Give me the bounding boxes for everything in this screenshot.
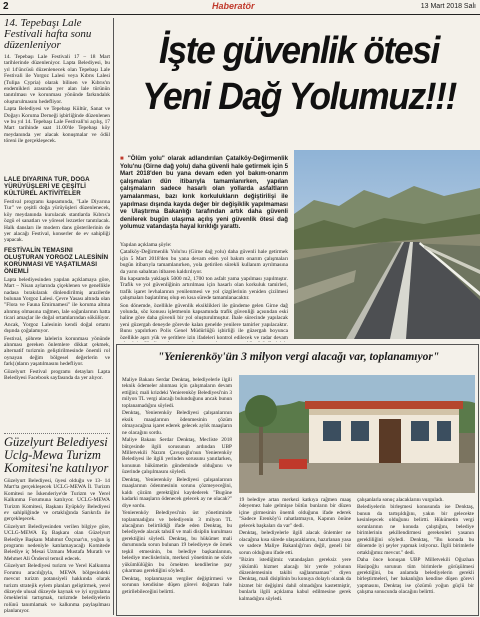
paragraph: Festival programı kapsamında, "Lale Diyarına Tur" ve çeşitli doğa yürüyüşleri düzenlenecek, köy meydanında kurulacak stantlarda Kıbrıs'a özgü el sanatları ve yöresel lezzetler tanıtılacak. Halk dansları ile modern dans gösterilerinin de yer alacağı Festival, konserler de ev sahipliği yapacak. (4, 199, 110, 244)
article-lale-festivali (4, 18, 110, 174)
newspaper-logo: Haberatör (212, 1, 255, 11)
paragraph: Denktaş, belediyelerle ilgili alacak önlemler ne olacağına kısa sürede ulaşacaklarını, hazırlanan yasa ve sadece Maliye Bakanlığı'nın değil, geneli bir sorun olduğunu ifade etti. (239, 530, 351, 556)
paragraph: Güzelyurt Belediyesi turizm ve Yerel Kalkınma Forumu aracılığıyla, MEWA bölgesindeki mevcut turizm potansiyeli hakkında olarak turizm stratejik eylem planları geliştirmek, yerel düzeyde ulusal düzeyde kaynak ve iyi uygulama örneklerini tartışmak, turizmde belediyelerin rolünü tanımlamak ve kalkınma paylaşılması planlanıyor. (4, 563, 110, 615)
section-heading: LALE DİYARINA TUR, DOĞA YÜRÜYÜŞLERİ VE ÇEŞİTLİ KÜLTÜREL AKTİVİTELER (4, 176, 90, 197)
bullet-square-icon: ■ (120, 155, 125, 162)
article-title: "Yenierenköy'ün 3 milyon vergi alacağı var, toplanamıyor" (157, 351, 440, 363)
paragraph: Yapılan açıklama şöyle: (120, 242, 172, 248)
paragraph: Bu kapsamda yaklaşık 5000 m2, 1700 ton asfalt yama yapılması yapılmıştır. Trafik ve yol güvenliğinin artırılması için hasarlı olan korkuluk tamirleri, trafik işaret levhalarının yenilenmesi ve yol çizgilerinin yeniden çizilmesi çalışmaları başlatılmış olup en kısa sürede tamamlanacaktır. (120, 276, 288, 302)
article-title: 14. Tepebaşı Lale Festivali hafta sonu düzenleniyor (4, 18, 92, 51)
issue-date: 13 Mart 2018 Salı (420, 3, 476, 10)
dotted-divider (4, 433, 110, 434)
paragraph: Yenierenköy Belediyesi'nin üst yönetiminde toplanmadığını ve belediyenin 3 milyon TL alacağının belirtildiği ifade eden Denktaş, bu belediyede alacak tahsilî ve mali disiplin kurulması gerektiğini söyledi. Denktaş, bu hükümet mali durumunda sorun bulunan 19 belediyeye de örnek teşkil etmesinin, bu belediye başkanlarının, belediye meclislerinin, merkezi yönetimin ne sözle yükümlülüğün bu örnekten kendilerine pay çıkarması gerektiğini söyledi. (122, 510, 232, 575)
building-photo (239, 375, 475, 493)
lead-text: "Ölüm yolu" olarak adlandırılan Çatalköy-Değirmenlik Yolu'nu (Girne dağ yolu) daha güvenli hale getirmek için 5 Mart 2018'den bu yana devam eden yol bakım-onarım çalışmaları dün itibarıyla tamamlanırken, yapılan çalışmaların sadece hasarlı olan yollarda asfaltların yamalanması, bazı kırık korkulukların değiştirilişi ile yapılması dışında kayda değer bir değişiklik yapılmaması ve Ulaştırma Bakanlığı tarafından artık daha güvenli denilerek bugün ulaşıma açılış yeni güvenlik ötesi dağ yolumuz vatandaşta hayal kırıklığı yarattı. (120, 155, 288, 231)
page-header (0, 0, 480, 15)
paragraph: Son dönemde, özellikle güvenlik eksiklikleri ile gündeme gelen Girne dağ yolunda, söz konusu işletmenin kapsamında trafik güvenliği açısından eski haline göre daha güvenli bir yol oluşturulmuştur. İhale sürecinde yapılacak yeni güzergah deneyde görevde kalan genelde yenilere tamirler yapılacaktır. Bunu yapılırken Polis Genel Müdürlüğü işbirliği ile güzergah boyunca özellikle aşırı yük ve şeritlere izin ifadeleri kontrol edilecek ve radar devam (120, 302, 288, 341)
paragraph: Maliye Bakanı Serdar Denktaş, Mecliste 2018 bütçesinde ilgili sorusunun ardından UBP Milletvekili Nazım Çavuşoğlu'nun Yenierenköy Belediyesi ile ilgili yerinden sorusunu yanıtlarken, konunun hükümetin gündeminde olduğunu ve üzerinde çalışılmasını söyledi. (122, 437, 232, 476)
paragraph: Belediyelerin birleşmesi konusunda ise Denktaş, bunun da tartışıldığını, yakın bir gelecekte kesinleşecek olduğunu belirtti. Hükümetin vergi sorunlarının ne konuda çalıştığını, belediye birimlerinin şekillendirmesi gerekenleri yasanın gerekliliğini söyledi. Denktaş, "Bu konuda bu dönemde iyi şeyler yapmak istiyoruz. İlgili birimlerle ortaklığımız mevcut." dedi. (357, 504, 474, 556)
article-title: Güzelyurt Belediyesi Uclg-Mewa Turizm Komitesi'ne katılıyor (4, 436, 109, 475)
paragraph: 19 belediye artan merkezi katkıya rağmen maaş ödeyemez hale gelmişse bütün bunların bir düzen içine girmesinin önemli olduğunu ifade ederek "Sadece Erenköy'ü rahatlatmayın, Kapının önüne gelecek başkaları da var" dedi. (239, 497, 351, 529)
paragraph: Daha önce konuşan UBP Milletvekili Oğuzhan Hasipoğlu sorunun tüm birimlerle görüşülmesi gerektiğini, bu anlamda belediyelerin gerekli birleştirmeleri, her bakanlığın kendine düşen görevi yapmasını, Denktaş ise çözümü yoğun güçlü bir çalışma sonucunda olacağını belirtti. (357, 557, 474, 596)
paragraph: 14. Tepebaşı Lale Festivali 17 – 18 Mart tarihlerinde düzenleniyor. Lapta Belediyesi, bu yıl 14'üncüsü düzenlenecek olan Tepebaşı Lale Festivali ile Yorgoz Lalesi veya Kıbrıs Lalesi (Tulipa Cypria) olarak bilinen ve Kıbrıs'ın endemikleri arasında yer alan lale türünün tanıtılması ve korunması yönünde farkındalık oluşturulmasını hedefliyor. (4, 54, 110, 105)
paragraph: Lapta belediyesinden yapılan açıklamaya göre, Mart – Nisan aylarında çiçeklenen ve genellikle nadasa bırakılarak dinlendirilmiş arazilerde bulunan Yorgoz Lalesi. Çevre Yasası altında olan "Flora ve Fauna Emirnamesi" ile koruma altına alınmış olmasına rağmen, lale soğanlarının hatta ticari amaçlar ile doğal ortamlarından sökülüyor. Ancak, Yorgoz Lalesinin kendi doğal ortamı dışında çoğalamıyor. (4, 276, 110, 335)
paragraph: çalışanlarla sonuç alacaklarını vurguladı. (357, 497, 444, 503)
headline-line-2: Yeni Dağ Yolumuz!!! (142, 76, 456, 118)
article-column-1 (122, 377, 232, 615)
section-heading: FESTİVALİN TEMASINI OLUŞTURAN YORGOZ LALESİNİN KORUNMASI VE YAŞATILMASI ÖNEMLİ (4, 246, 109, 275)
main-headline (131, 28, 468, 120)
mountain-road-photo (294, 150, 480, 339)
paragraph: Çatalköy-Değirmenlik Yolu'nu (Girne dağ yolu) daha güvenli hale getirmek için 5 Mart 2018'den bu yana devam eden yol bakım onarım çalışmaları bugün itibarıyla tamamlanırken, yola getirilen sürekli kullanım ayrılmasına da yarın sabahtan itibaren kaldırılıyor. (120, 249, 288, 275)
article-column-2 (239, 497, 351, 615)
paragraph: Maliye Bakanı Serdar Denktaş, belediyelerle ilgili teknik ödemeler alınması için çalışmaların devam ettiğini; mali krizdeki Yenierenköy Belediyesi'nin 3 milyon TL vergi alacağı bulunduğunu ancak bunun toplanamadığını söyledi. (122, 377, 232, 409)
paragraph: Güzelyurt Festival programı detayları Lapta Belediyesi Facebook sayfasında da yer alıyor. (4, 368, 110, 381)
column-divider (113, 18, 114, 615)
article-guzelyurt (4, 436, 110, 616)
paragraph: Festival, şöhrete lalelerin korunması yönünde alınması gereken önlemlere dikkat çekmek, alternatif turizmin geliştirilmesinde önemli rol oynayan değim bölgesel değerlerin ve fark(ı)darın yaşatılmasını hedefliyor. (4, 335, 110, 368)
headline-line-1: İşte güvenlik ötesi (159, 30, 439, 72)
paragraph: Denktaş, Yenierenköy Belediyesi çalışanlarının eksik maaşlarının ödenmesinin çözüm olmayacağına işaret ederek gelecek aylık maaşların ne olacağını sordu. (122, 410, 232, 436)
article-lale-diyari (4, 176, 110, 431)
paragraph: Güzelyurt Belediyesinden verilen bilgiye göre, UCLG-MEWA Eş Başkanı olan Güzelyurt Belediye Başkanı Mahmut Özçınar'ın, yoğun iş programı nedeniyle katılamayacağı Komitede Belediye iç Mesai Uzmanı Mustafa Muratlı ve Mehmet Ali Önderol temsil edecek. (4, 523, 110, 562)
article-body (120, 242, 288, 342)
paragraph: Denktaş, Yenierenköy Belediyesi çalışanlarının maaşlarının ödenmesinin sorunu çözmeyeceğini, kaldı çözüm gerektiğini kaydederek "Bugüne kadarki maaşların ödenecek gelecek ay ne olacak?" diye sordu. (122, 476, 232, 509)
page-number: 2 (3, 1, 9, 12)
paragraph: Güzelyurt Belediyesi, üyesi olduğu ve 13- 14 Mart'ta gerçekleşecek UCLG-MEWA İl. Turizm Komitesi ne İskenderiye'de Turizm ve Yerel Kalkınma Forumuna katılıyor. UCLG-MEWA Turizm Komitesi, Başkanı Eyüpköy Belediyesi ev sahipliğinde ve ortaklığında Sarıkrıfa ile gerçekleşecek. (4, 478, 110, 523)
article-column-3 (357, 497, 474, 615)
article-lead (120, 155, 288, 231)
paragraph: Denktaş, toplanmayan vergiler değiştirmesi ve sorunun kendisine düşen görevi doğuran hale getirilebileceğini belirtti. (122, 575, 232, 595)
paragraph: "Bizim istediğimiz vatandaşları gereksiz yere yükümlü hizmet alacağı bir yerde yolunun düzenlemesinin takibi sağlanmaması" diyen Denktaş, mali disiplinin bu konuya dolaylı olarak da hizmet bir değişimi dahil olmadığını kastetmiştir, bunlarla ilgili açıklama kabul edilmesine gerek kalmadığını söyledi. (239, 557, 351, 602)
article-vergi-alacagi (116, 344, 479, 616)
paragraph: Lapta Belediyesi ve Tepebaşı Kültür, Sanat ve Doğayı Koruma Derneği işbirliğinde düzenlenen ve bu yıl 14. Tepebaşı Lale Festivali'ni açılış, 17 Mart tarihinde saat 11.00'de Tepebaşı köy meydanında yer alacak konuşmalar ve ödül töreni ile gerçekleşecek. (4, 106, 110, 145)
